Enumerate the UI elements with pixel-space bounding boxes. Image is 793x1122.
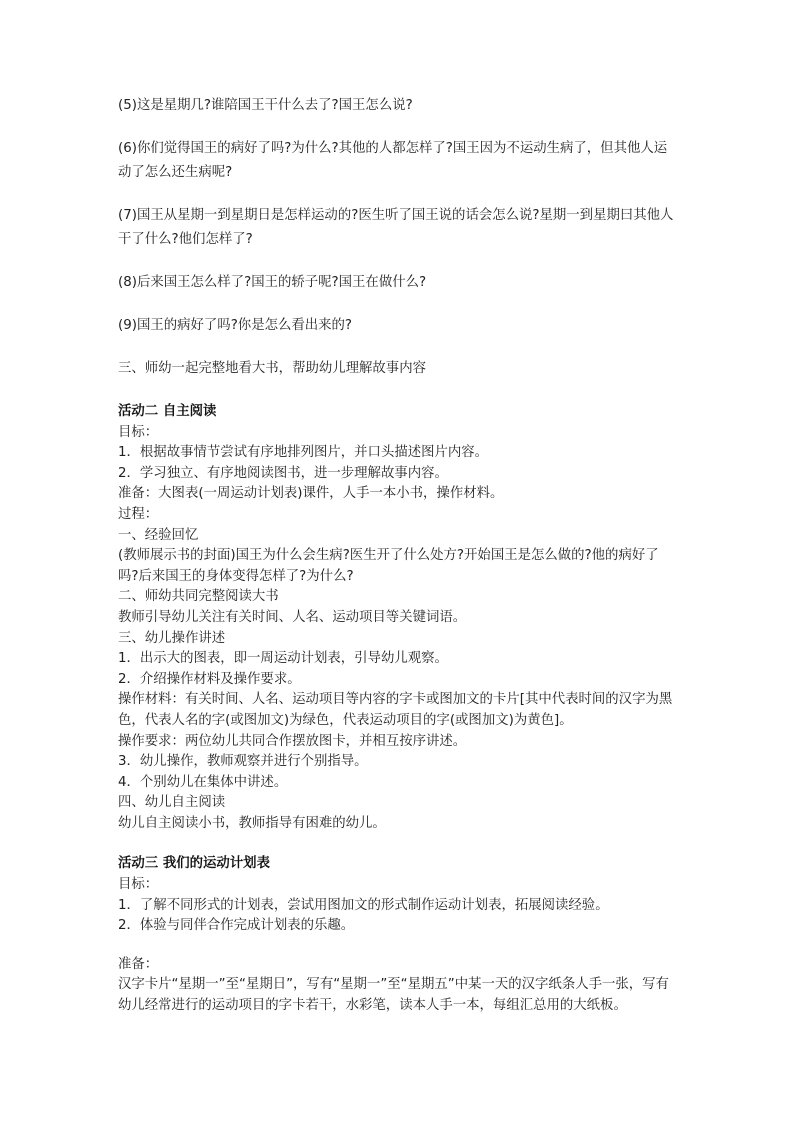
activity-two-line: 4．个别幼儿在集体中讲述。 [118, 774, 288, 790]
activity-two-line: 操作材料：有关时间、人名、运动项目等内容的字卡或图加文的卡片[其中代表时间的汉字为黑色，代表人名的字(或图加文)为绿色，代表运动项目的字(或图加文)为黄色]。 [118, 692, 673, 728]
activity-three-goal: 1．了解不同形式的计划表，尝试用图加文的形式制作运动计划表，拓展阅读经验。 [118, 897, 609, 913]
activity-two-line: 准备：大图表(一周运动计划表)课件，人手一本小书，操作材料。 [118, 486, 504, 502]
question-8: (8)后来国王怎么样了?国王的轿子呢?国王在做什么? [118, 275, 427, 290]
activity-two-line: 1．出示大的图表，即一周运动计划表，引导幼儿观察。 [118, 651, 448, 667]
document-body [118, 94, 678, 1037]
activity-two-line: 二、师幼共同完整阅读大书 [118, 589, 279, 605]
activity-two-line: 2．学习独立、有序地阅读图书，进一步理解故事内容。 [118, 465, 448, 481]
question-9: (9)国王的病好了吗?你是怎么看出来的? [118, 318, 353, 333]
activity-three-title: 活动三 我们的运动计划表 [118, 856, 270, 872]
activity-two-line: 3．幼儿操作，教师观察并进行个别指导。 [118, 754, 368, 770]
activity-two-line: 过程： [118, 506, 159, 522]
activity-two-line: 2．介绍操作材料及操作要求。 [118, 671, 301, 687]
activity-two [118, 402, 678, 834]
question-6: (6)你们觉得国王的病好了吗?为什么?其他的人都怎样了?国王因为不运动生病了，但其他人运动了怎么还生病呢? [118, 141, 668, 180]
activity-two-line: 幼儿自主阅读小书，教师指导有困难的幼儿。 [118, 815, 386, 831]
activity-two-line: 一、经验回忆 [118, 527, 199, 543]
activity-three [118, 854, 678, 1016]
activity-three-goal: 2．体验与同伴合作完成计划表的乐趣。 [118, 918, 355, 934]
spacer [118, 937, 678, 955]
activity-two-line: 目标： [118, 424, 159, 440]
activity-two-title: 活动二 自主阅读 [118, 404, 217, 419]
activity-two-line: 四、幼儿自主阅读 [118, 795, 226, 811]
activity-three-goal-label: 目标： [118, 877, 159, 893]
activity-two-line: (教师展示书的封面)国王为什么会生病?医生开了什么处方?开始国王是怎么做的?他的病好了吗?后来国王的身体变得怎样了?为什么? [118, 548, 659, 584]
question-7: (7)国王从星期一到星期日是怎样运动的?医生听了国王说的话会怎么说?星期一到星期曰其他人干了什么?他们怎样了? [118, 208, 674, 247]
activity-two-line: 操作要求：两位幼儿共同合作摆放图卡，并相互按序讲述。 [118, 733, 467, 749]
activity-two-line: 教师引导幼儿关注有关时间、人名、运动项目等关键词语。 [118, 609, 467, 625]
activity-two-line: 三、幼儿操作讲述 [118, 630, 226, 646]
question-5: (5)这是星期几?谁陪国王干什么去了?国王怎么说? [118, 98, 413, 113]
activity-three-prep-text: 汉字卡片“星期一”至“星期日”，写有“星期一”至“星期五”中某一天的汉字纸条人手一张，写有幼儿经常进行的运动项目的字卡若干，水彩笔，读本人手一本，每组汇总用的大纸板。 [118, 977, 669, 1014]
activity-three-prep-label: 准备： [118, 956, 159, 972]
question-list [118, 94, 678, 338]
activity-two-line: 1．根据故事情节尝试有序地排列图片，并口头描述图片内容。 [118, 445, 489, 461]
section-three-heading: 三、师幼一起完整地看大书，帮助幼儿理解故事内容 [118, 361, 426, 376]
